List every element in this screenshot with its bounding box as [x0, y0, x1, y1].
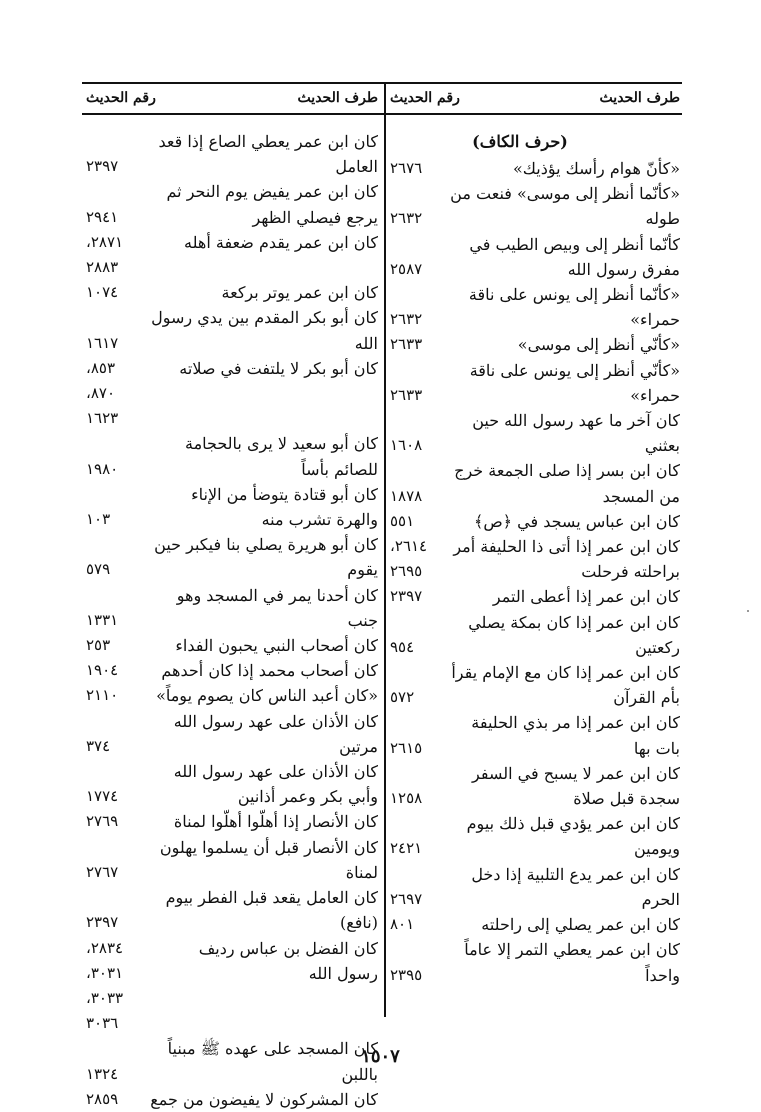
- index-entry: [86, 759, 378, 809]
- entry-hadith-number: ٥٧٢: [390, 688, 415, 707]
- entry-text: كان الأنصار قبل أن يسلموا يهلون لمناة: [159, 837, 378, 882]
- entry-hadith-number: ٩٥٤: [390, 637, 415, 656]
- index-entry: [390, 610, 680, 660]
- index-entry: [86, 230, 378, 280]
- index-entry: [86, 683, 378, 708]
- entry-hadith-number: ٢٣٩٧: [390, 587, 423, 606]
- entry-text: كان أبو بكر المقدم بين يدي رسول الله: [151, 308, 378, 353]
- entry-text: كان ابن عمر يؤدي قبل ذلك بيوم ويومين: [466, 814, 680, 859]
- entry-text: كان آخر ما عهد رسول الله حين بعثني: [472, 411, 680, 456]
- index-entry: [390, 584, 680, 609]
- entry-hadith-number: ٨٥٣، ٨٧٠، ١٦٢٣: [86, 358, 119, 428]
- entry-hadith-number: ٢٥٨٧: [390, 259, 423, 278]
- entry-hadith-number: ١٦١٧: [86, 333, 119, 352]
- left-header-num-label: رقم الحديث: [86, 90, 156, 106]
- entry-hadith-number: ٢٦٣٢: [390, 209, 423, 228]
- entry-hadith-number: ٢٧٦٧: [86, 862, 119, 881]
- column-divider: [384, 82, 386, 1017]
- entry-hadith-number: ٣٧٤: [86, 736, 111, 755]
- index-entry: [86, 809, 378, 834]
- entry-hadith-number: ٢٥٣: [86, 636, 111, 655]
- entry-text: كان أحدنا يمر في المسجد وهو جنب: [176, 585, 378, 630]
- index-entry: [390, 156, 680, 181]
- section-title: (حرف الكاف): [472, 132, 568, 151]
- left-column: [86, 129, 378, 1112]
- index-entry: [390, 761, 680, 811]
- index-entry: [390, 232, 680, 282]
- index-entry: [390, 282, 680, 332]
- entry-hadith-number: ٢٣٩٧: [86, 913, 119, 932]
- entry-text: كان الأنصار إذا أهلّوا أهلّوا لمناة: [173, 812, 378, 832]
- entry-text: كان ابن عمر يفيض يوم النحر ثم يرجع فيصلي الظهر: [166, 182, 378, 227]
- index-entry: [86, 709, 378, 759]
- index-entry: [390, 811, 680, 861]
- entry-text: كان ابن عمر يعطي التمر إلا عاماً واحداً: [464, 940, 680, 985]
- entry-hadith-number: ١٩٨٠: [86, 459, 119, 478]
- entry-text: كان ابن عمر إذا أتى ذا الحليفة أمر براحلته فرحلت: [453, 537, 680, 582]
- index-entry: [390, 332, 680, 357]
- entry-text: كأنّما أنظر إلى وبيص الطيب في مفرق رسول الله: [469, 234, 680, 279]
- index-entry: [86, 179, 378, 229]
- entry-hadith-number: ١٩٠٤: [86, 661, 119, 680]
- entry-text: كان الأذان على عهد رسول الله وأبي بكر وعمر أذانين: [173, 762, 378, 807]
- entry-text: كان ابن عمر يصلي إلى راحلته: [481, 915, 680, 935]
- margin-dot: [747, 610, 749, 612]
- entry-hadith-number: ١٠٣: [86, 510, 111, 529]
- header-bottom-rule: [82, 113, 682, 115]
- index-entry: [390, 534, 680, 584]
- entry-text: كان ابن عمر يوتر بركعة: [221, 283, 378, 303]
- index-entry: [86, 885, 378, 935]
- index-entry: [86, 280, 378, 305]
- right-column: [390, 128, 680, 988]
- entry-hadith-number: ٢٦١٥: [390, 738, 423, 757]
- entry-hadith-number: ٢٣٩٥: [390, 965, 423, 984]
- index-entry: [390, 710, 680, 760]
- entry-text: كان ابن عمر لا يسبح في السفر سجدة قبل صلاة: [472, 763, 680, 809]
- entry-hadith-number: ٢٧٦٩: [86, 812, 119, 831]
- entry-hadith-number: ٢٦٩٧: [390, 889, 423, 908]
- index-entry: [86, 129, 378, 179]
- index-entry: [390, 937, 680, 987]
- entry-hadith-number: ٢٤٢١: [390, 839, 423, 858]
- entry-text: كان الأذان على عهد رسول الله مرتين: [173, 711, 378, 756]
- entry-hadith-number: ١٣٢٤: [86, 1064, 119, 1083]
- entry-text: «كان أعبد الناس كان يصوم يوماً»: [156, 686, 378, 706]
- entry-text: كان العامل يقعد قبل الفطر بيوم (نافع): [165, 888, 378, 933]
- entry-hadith-number: ٢١١٠: [86, 686, 119, 705]
- index-entry: [390, 509, 680, 534]
- entry-hadith-number: ٢٨٧١، ٢٨٨٣: [86, 232, 124, 277]
- entry-text: «كأنّي أنظر إلى موسى»: [517, 335, 680, 355]
- entry-text: «كأنّ هوام رأسك يؤذيك»: [513, 159, 680, 178]
- entry-hadith-number: ٢٦٣٢: [390, 310, 423, 329]
- entry-text: كان ابن عمر إذا مر بذي الحليفة بات بها: [471, 713, 680, 758]
- entry-text: كان المسجد على عهده ﷺ مبنياً باللبن: [167, 1039, 378, 1084]
- entry-hadith-number: ٢٦٣٣: [390, 335, 423, 354]
- entry-text: كان ابن عمر يعطي الصاع إذا قعد العامل: [158, 132, 378, 177]
- entry-text: كان أبو سعيد لا يرى بالحجامة للصائم بأساً: [185, 434, 378, 479]
- index-entry: [86, 431, 378, 481]
- entry-hadith-number: ٥٧٩: [86, 560, 111, 579]
- entry-hadith-number: ٢٨٣٤، ٣٠٣١، ٣٠٣٣، ٣٠٣٦: [86, 938, 124, 1033]
- index-entry: [86, 1087, 378, 1112]
- entry-text: كان ابن عمر إذا أعطى التمر: [492, 587, 680, 607]
- index-entry: [390, 408, 680, 458]
- index-entry: [390, 912, 680, 937]
- entry-text: كان أبو قتادة يتوضأ من الإناء والهرة تشرب منه: [191, 484, 378, 530]
- index-entry: [390, 660, 680, 710]
- entry-hadith-number: ٢٦١٤، ٢٦٩٥: [390, 537, 428, 581]
- index-entry: [86, 633, 378, 658]
- index-entry: [390, 358, 680, 408]
- right-column-entries: [390, 156, 680, 988]
- entry-hadith-number: ٢٨٥٩: [86, 1089, 119, 1108]
- page-number: ١٥٠٧: [361, 1046, 400, 1067]
- entry-text: كان ابن بسر إذا صلى الجمعة خرج من المسجد: [454, 461, 680, 506]
- entry-hadith-number: ١٧٧٤: [86, 787, 119, 806]
- entry-text: كان أبو بكر لا يلتفت في صلاته: [179, 358, 378, 378]
- entry-text: كان أصحاب النبي يحبون الفداء: [175, 636, 378, 656]
- index-entry: [86, 835, 378, 885]
- entry-text: كان المشركون لا يفيضون من جمع: [150, 1089, 378, 1109]
- entry-text: كان ابن عباس يسجد في ﴿ص﴾: [473, 511, 680, 531]
- entry-text: «كأنّما أنظر إلى يونس على ناقة حمراء»: [468, 285, 680, 330]
- entry-hadith-number: ٢٦٣٣: [390, 385, 423, 404]
- entry-hadith-number: ٢٦٧٦: [390, 159, 423, 177]
- entry-hadith-number: ١٠٧٤: [86, 283, 119, 302]
- left-column-header: [86, 84, 378, 112]
- index-entry: [86, 482, 378, 532]
- right-header-num-label: رقم الحديث: [390, 90, 460, 106]
- right-column-header: [390, 84, 680, 112]
- entry-text: كان ابن عمر إذا كان مع الإمام يقرأ بأم القرآن: [451, 663, 680, 708]
- index-entry: [86, 583, 378, 633]
- entry-hadith-number: ٥٥١: [390, 511, 415, 530]
- index-entry: [86, 936, 378, 1037]
- left-column-entries: [86, 129, 378, 1112]
- left-header-text-label: طرف الحديث: [297, 90, 378, 106]
- index-entry: [390, 458, 680, 508]
- index-entry: [390, 181, 680, 231]
- right-header-text-label: طرف الحديث: [599, 90, 680, 106]
- entry-hadith-number: ١٣٣١: [86, 610, 119, 629]
- entry-hadith-number: ٢٩٤١: [86, 207, 119, 226]
- entry-hadith-number: ١٨٧٨: [390, 486, 423, 505]
- entry-text: «كأنّي أنظر إلى يونس على ناقة حمراء»: [469, 360, 680, 405]
- entry-text: كان ابن عمر يقدم ضعفة أهله: [184, 232, 378, 252]
- entry-hadith-number: ١٦٠٨: [390, 436, 423, 455]
- entry-hadith-number: ٨٠١: [390, 915, 415, 934]
- entry-hadith-number: ٢٣٩٧: [86, 157, 119, 176]
- entry-text: كان أصحاب محمد إذا كان أحدهم: [161, 661, 378, 681]
- entry-text: كان أبو هريرة يصلي بنا فيكبر حين يقوم: [154, 535, 378, 580]
- entry-text: كان ابن عمر يدع التلبية إذا دخل الحرم: [471, 864, 680, 909]
- entry-text: «كأنّما أنظر إلى موسى» فنعت من طوله: [450, 184, 680, 229]
- index-entry: [86, 356, 378, 432]
- index-entry: [86, 305, 378, 355]
- index-entry: [86, 532, 378, 582]
- index-entry: [390, 862, 680, 912]
- entry-hadith-number: ١٢٥٨: [390, 789, 423, 808]
- index-entry: [86, 658, 378, 683]
- entry-text: كان ابن عمر إذا كان بمكة يصلي ركعتين: [468, 612, 680, 657]
- entry-text: كان الفضل بن عباس رديف رسول الله: [198, 938, 378, 983]
